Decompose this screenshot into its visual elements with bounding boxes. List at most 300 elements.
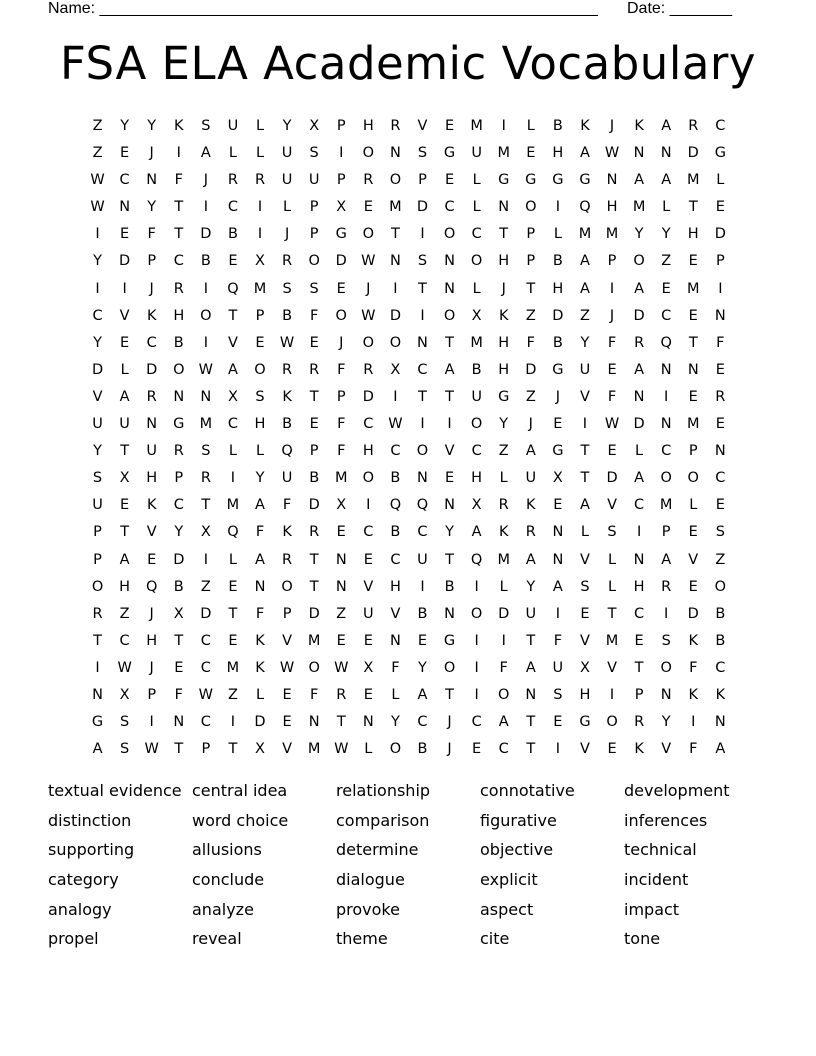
word-bank-item: technical <box>624 840 697 860</box>
grid-letter: I <box>555 741 560 758</box>
grid-letter: I <box>203 334 208 351</box>
grid-letter: J <box>447 741 452 758</box>
word-bank-item: relationship <box>336 781 431 800</box>
grid-letter: M <box>605 226 619 243</box>
grid-letter: F <box>607 388 617 405</box>
grid-letter: E <box>228 632 238 649</box>
grid-letter: R <box>173 280 184 297</box>
grid-row <box>84 384 734 411</box>
grid-letter: A <box>200 145 211 162</box>
grid-letter: J <box>339 334 344 351</box>
grid-letter: H <box>687 226 699 243</box>
grid-letter: R <box>688 118 699 134</box>
grid-letter: F <box>553 632 563 649</box>
grid-row <box>84 709 734 736</box>
grid-letter: G <box>498 172 510 189</box>
grid-letter: P <box>634 686 644 703</box>
grid-letter: E <box>228 253 238 270</box>
grid-letter: Z <box>579 307 590 324</box>
grid-letter: L <box>255 118 265 134</box>
grid-letter: K <box>580 118 590 134</box>
grid-letter: Y <box>174 524 184 541</box>
grid-letter: Z <box>498 443 509 460</box>
grid-letter: W <box>388 416 403 433</box>
grid-letter: O <box>687 470 699 487</box>
grid-letter: O <box>443 226 456 243</box>
grid-row <box>84 736 734 763</box>
grid-letter: L <box>472 280 481 297</box>
grid-letter: T <box>174 741 184 758</box>
grid-letter: A <box>525 551 536 568</box>
grid-letter: E <box>688 578 698 595</box>
grid-letter: S <box>255 388 265 405</box>
grid-letter: G <box>552 361 564 378</box>
grid-letter: A <box>634 361 645 378</box>
grid-letter: E <box>526 145 536 162</box>
date-line: Date: _______ <box>627 0 732 17</box>
grid-letter: P <box>715 253 725 270</box>
grid-letter: X <box>255 253 265 270</box>
grid-letter: U <box>363 605 374 622</box>
grid-letter: U <box>119 416 130 433</box>
grid-letter: Q <box>227 524 239 541</box>
grid-letter: A <box>579 253 590 270</box>
grid-letter: P <box>418 172 427 189</box>
grid-letter: R <box>227 172 238 189</box>
grid-row <box>84 113 734 140</box>
grid-letter: C <box>146 334 157 351</box>
grid-letter: T <box>120 443 130 460</box>
grid-letter: W <box>361 307 376 324</box>
grid-letter: U <box>281 145 293 162</box>
grid-letter: U <box>227 118 239 134</box>
grid-letter: C <box>444 199 455 216</box>
grid-row <box>84 547 734 574</box>
grid-letter: D <box>200 226 212 243</box>
word-bank-item: conclude <box>192 870 265 890</box>
grid-letter: B <box>715 605 726 622</box>
grid-letter: H <box>498 253 510 270</box>
grid-letter: N <box>335 578 347 595</box>
grid-letter: B <box>200 253 211 270</box>
grid-letter: Q <box>579 199 591 216</box>
grid-letter: Z <box>200 578 211 595</box>
grid-letter: P <box>93 524 102 541</box>
grid-letter: I <box>501 118 506 134</box>
grid-letter: U <box>92 416 103 433</box>
grid-letter: R <box>254 172 266 189</box>
grid-letter: I <box>257 226 263 243</box>
grid-letter: N <box>335 551 347 568</box>
grid-letter: Z <box>715 551 726 568</box>
grid-letter: A <box>255 551 265 568</box>
grid-letter: T <box>445 334 454 351</box>
grid-letter: O <box>606 714 618 731</box>
grid-letter: T <box>174 226 184 243</box>
grid-letter: E <box>282 714 292 731</box>
grid-letter: U <box>525 470 537 487</box>
grid-letter: L <box>283 199 292 216</box>
grid-letter: L <box>635 443 644 460</box>
grid-letter: I <box>203 199 208 216</box>
word-bank-item: dialogue <box>336 870 405 890</box>
grid-letter: E <box>715 497 725 514</box>
grid-letter: L <box>228 145 237 162</box>
grid-letter: N <box>417 334 428 351</box>
grid-row <box>84 303 734 330</box>
grid-letter: C <box>173 497 184 514</box>
grid-letter: E <box>363 551 373 568</box>
grid-letter: I <box>149 714 154 731</box>
grid-letter: F <box>282 497 292 514</box>
grid-letter: D <box>552 307 564 324</box>
grid-letter: T <box>418 280 427 297</box>
grid-letter: M <box>632 199 646 216</box>
grid-letter: E <box>607 361 617 378</box>
grid-letter: I <box>95 280 100 297</box>
grid-letter: X <box>173 605 184 622</box>
grid-letter: G <box>335 226 347 243</box>
grid-letter: E <box>120 497 130 514</box>
grid-letter: D <box>416 199 429 216</box>
grid-letter: M <box>307 632 321 649</box>
grid-letter: L <box>255 443 265 460</box>
grid-letter: T <box>445 388 454 405</box>
grid-letter: J <box>149 280 154 297</box>
grid-letter: D <box>606 470 618 487</box>
grid-letter: F <box>174 686 183 703</box>
word-bank-item: propel <box>48 929 99 949</box>
grid-letter: L <box>607 551 617 568</box>
grid-letter: E <box>688 524 698 541</box>
grid-letter: T <box>309 551 319 568</box>
grid-letter: W <box>604 416 620 433</box>
grid-letter: N <box>633 145 645 162</box>
grid-letter: X <box>390 361 401 378</box>
grid-letter: I <box>691 714 696 731</box>
grid-letter: X <box>471 307 482 324</box>
grid-letter: E <box>120 145 130 162</box>
grid-letter: E <box>634 632 644 649</box>
grid-letter: L <box>499 470 508 487</box>
grid-letter: Q <box>281 443 293 460</box>
grid-letter: P <box>309 199 319 216</box>
grid-letter: I <box>176 145 181 162</box>
grid-letter: S <box>715 524 725 541</box>
grid-letter: V <box>579 388 590 405</box>
grid-letter: C <box>227 416 238 433</box>
grid-letter: S <box>282 280 292 297</box>
grid-letter: F <box>147 226 156 243</box>
grid-letter: A <box>579 145 590 162</box>
grid-letter: Y <box>661 226 671 243</box>
word-bank-item: aspect <box>480 899 534 919</box>
grid-letter: I <box>366 497 371 514</box>
grid-letter: T <box>390 226 400 243</box>
grid-letter: O <box>633 253 645 270</box>
word-bank-item: comparison <box>336 810 430 830</box>
grid-letter: W <box>198 361 214 378</box>
page-title: FSA ELA Academic Vocabulary <box>59 37 757 90</box>
grid-letter: I <box>230 470 236 487</box>
grid-letter: M <box>307 741 321 758</box>
grid-letter: N <box>254 578 266 595</box>
grid-letter: P <box>282 605 292 622</box>
grid-letter: X <box>309 118 320 134</box>
word-bank-item: impact <box>624 899 680 919</box>
grid-letter: B <box>552 334 563 351</box>
grid-letter: E <box>309 416 319 433</box>
grid-letter: F <box>255 524 265 541</box>
grid-letter: W <box>144 741 159 758</box>
grid-letter: B <box>309 470 320 487</box>
grid-letter: J <box>609 118 615 134</box>
grid-letter: B <box>715 632 726 649</box>
grid-letter: D <box>173 551 185 568</box>
word-bank-item: central idea <box>192 781 288 800</box>
grid-letter: I <box>203 280 208 297</box>
grid-row <box>84 574 734 601</box>
grid-letter: A <box>471 524 482 541</box>
grid-letter: T <box>526 714 536 731</box>
grid-letter: J <box>149 659 154 676</box>
grid-letter: E <box>715 199 725 216</box>
grid-letter: N <box>200 388 212 405</box>
grid-row <box>84 519 734 546</box>
grid-letter: T <box>580 470 590 487</box>
grid-letter: U <box>471 145 482 162</box>
grid-letter: P <box>336 388 346 405</box>
grid-letter: V <box>146 524 157 541</box>
grid-letter: I <box>555 605 560 622</box>
grid-letter: P <box>661 524 671 541</box>
grid-letter: O <box>200 307 212 324</box>
grid-letter: K <box>688 632 699 649</box>
grid-letter: C <box>119 172 130 189</box>
grid-letter: D <box>362 388 374 405</box>
grid-letter: K <box>526 497 536 514</box>
grid-letter: H <box>119 578 131 595</box>
grid-letter: R <box>336 686 347 703</box>
grid-letter: Q <box>145 578 158 595</box>
grid-letter: L <box>662 199 671 216</box>
grid-letter: D <box>200 605 212 622</box>
grid-letter: V <box>390 605 401 622</box>
grid-letter: N <box>389 145 401 162</box>
grid-letter: V <box>607 497 617 514</box>
grid-letter: G <box>552 172 564 189</box>
grid-letter: G <box>714 145 726 162</box>
grid-letter: U <box>281 470 293 487</box>
grid-letter: U <box>92 497 103 514</box>
grid-letter: I <box>664 388 669 405</box>
grid-letter: E <box>174 659 184 676</box>
grid-letter: B <box>471 361 482 378</box>
grid-letter: B <box>282 307 293 324</box>
grid-letter: C <box>200 659 211 676</box>
grid-letter: T <box>688 199 698 216</box>
grid-letter: A <box>634 172 645 189</box>
grid-letter: N <box>498 199 510 216</box>
worksheet-header <box>48 0 748 20</box>
word-bank-item: figurative <box>480 810 557 830</box>
grid-letter: U <box>308 172 320 189</box>
word-bank-item: reveal <box>192 929 242 949</box>
word-bank-item: theme <box>336 929 388 949</box>
grid-letter: P <box>255 307 265 324</box>
grid-letter: B <box>417 605 428 622</box>
grid-letter: N <box>660 361 672 378</box>
grid-letter: O <box>660 659 672 676</box>
grid-letter: A <box>417 686 428 703</box>
grid-letter: I <box>393 280 398 297</box>
grid-letter: N <box>525 686 537 703</box>
grid-letter: G <box>579 172 591 189</box>
grid-letter: T <box>228 605 238 622</box>
grid-letter: A <box>634 280 645 297</box>
grid-letter: B <box>227 226 238 243</box>
grid-letter: O <box>714 578 727 595</box>
grid-letter: C <box>715 470 726 487</box>
grid-letter: A <box>579 280 590 297</box>
word-bank-item: category <box>48 870 119 890</box>
grid-letter: C <box>119 632 130 649</box>
grid-letter: L <box>472 199 481 216</box>
grid-letter: B <box>173 578 184 595</box>
grid-letter: P <box>309 226 319 243</box>
grid-letter: N <box>444 253 455 270</box>
grid-letter: U <box>525 605 537 622</box>
word-bank-item: connotative <box>480 781 575 800</box>
grid-letter: J <box>501 280 506 297</box>
grid-letter: E <box>120 334 130 351</box>
grid-letter: X <box>336 199 347 216</box>
grid-letter: N <box>444 497 455 514</box>
grid-letter: M <box>226 497 240 514</box>
grid-letter: V <box>227 334 238 351</box>
grid-letter: E <box>363 632 373 649</box>
grid-letter: T <box>228 741 238 758</box>
grid-letter: H <box>498 334 510 351</box>
grid-letter: A <box>119 551 130 568</box>
grid-letter: A <box>661 172 672 189</box>
grid-letter: R <box>363 361 374 378</box>
grid-letter: R <box>390 118 401 134</box>
grid-letter: I <box>420 578 425 595</box>
letter-grid <box>84 113 734 763</box>
grid-letter: N <box>173 388 185 405</box>
grid-letter: B <box>552 253 563 270</box>
grid-letter: Y <box>93 443 102 460</box>
grid-letter: I <box>95 226 100 243</box>
grid-row <box>84 221 734 248</box>
grid-letter: E <box>228 578 238 595</box>
grid-letter: R <box>498 497 509 514</box>
grid-letter: E <box>363 686 373 703</box>
grid-letter: V <box>417 118 428 134</box>
grid-letter: J <box>528 416 533 433</box>
grid-letter: X <box>552 470 563 487</box>
grid-letter: N <box>389 253 401 270</box>
grid-letter: R <box>661 578 672 595</box>
grid-letter: H <box>389 578 401 595</box>
grid-letter: A <box>444 361 455 378</box>
grid-letter: U <box>146 443 157 460</box>
grid-letter: C <box>227 199 238 216</box>
grid-letter: H <box>552 280 564 297</box>
grid-letter: O <box>173 361 185 378</box>
grid-letter: K <box>282 388 292 405</box>
grid-letter: K <box>255 659 265 676</box>
grid-letter: W <box>279 334 295 351</box>
grid-letter: M <box>687 172 700 189</box>
grid-letter: F <box>499 659 508 676</box>
grid-letter: H <box>362 443 374 460</box>
grid-letter: T <box>93 632 102 649</box>
grid-letter: J <box>555 388 560 405</box>
grid-letter: M <box>687 280 700 297</box>
grid-letter: Z <box>227 686 238 703</box>
grid-letter: W <box>279 659 295 676</box>
grid-letter: W <box>117 659 132 676</box>
grid-letter: N <box>444 280 455 297</box>
grid-letter: R <box>525 524 536 541</box>
word-bank-item: explicit <box>480 870 538 890</box>
word-bank-item: incident <box>624 870 689 890</box>
grid-letter: C <box>200 714 211 731</box>
grid-letter: I <box>636 524 642 541</box>
grid-letter: B <box>552 118 563 134</box>
grid-letter: M <box>497 145 510 162</box>
grid-letter: I <box>609 280 615 297</box>
word-bank-item: supporting <box>48 840 135 860</box>
grid-letter: H <box>579 686 591 703</box>
grid-letter: M <box>253 280 267 297</box>
grid-letter: S <box>201 118 211 134</box>
grid-letter: N <box>606 172 618 189</box>
grid-letter: N <box>389 632 401 649</box>
grid-letter: E <box>309 334 319 351</box>
grid-letter: I <box>420 226 425 243</box>
grid-letter: E <box>255 334 265 351</box>
grid-letter: D <box>308 605 320 622</box>
grid-letter: P <box>93 551 102 568</box>
grid-letter: W <box>90 172 105 189</box>
grid-letter: K <box>715 686 726 703</box>
grid-letter: S <box>120 741 130 758</box>
grid-letter: E <box>553 714 563 731</box>
grid-letter: G <box>443 632 456 649</box>
grid-letter: J <box>609 307 615 324</box>
grid-letter: P <box>336 172 346 189</box>
grid-letter: F <box>337 443 346 460</box>
grid-letter: B <box>282 416 293 433</box>
word-bank-item: word choice <box>192 810 289 830</box>
grid-letter: G <box>173 416 185 433</box>
grid-letter: O <box>362 226 375 243</box>
grid-letter: P <box>309 443 319 460</box>
grid-letter: T <box>445 551 454 568</box>
grid-letter: N <box>417 470 428 487</box>
grid-letter: V <box>282 632 293 649</box>
grid-letter: P <box>147 253 157 270</box>
grid-letter: T <box>174 199 184 216</box>
grid-letter: L <box>255 145 265 162</box>
grid-letter: J <box>149 145 154 162</box>
grid-letter: W <box>334 659 349 676</box>
grid-letter: R <box>363 172 374 189</box>
grid-letter: I <box>718 280 723 297</box>
